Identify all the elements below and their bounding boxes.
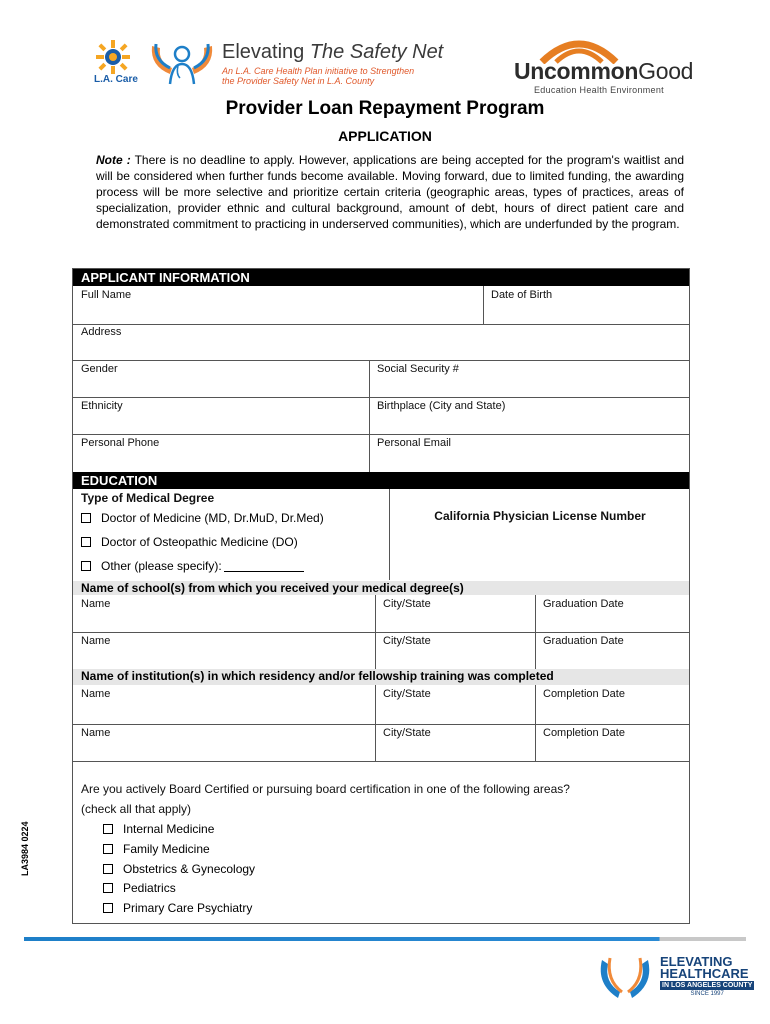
lacare-label: L.A. Care [94,74,138,85]
education-header: EDUCATION [73,472,689,489]
lacare-logo [92,38,138,90]
area-family-medicine-checkbox[interactable]: Family Medicine [103,842,210,856]
checkbox-icon [81,537,91,547]
footer-divider [24,937,746,941]
form-code: LA3984 0224 [20,821,30,876]
school-grad-date-field[interactable]: Graduation Date [543,598,624,610]
ssn-field[interactable]: Social Security # [377,363,459,375]
degree-type-label: Type of Medical Degree [81,491,215,505]
area-psychiatry-checkbox[interactable]: Primary Care Psychiatry [103,901,252,915]
residency-completion-field[interactable]: Completion Date [543,688,625,700]
application-form [72,268,690,924]
elevating-healthcare-wings-icon [596,956,654,1002]
area-obgyn-checkbox[interactable]: Obstetrics & Gynecology [103,862,255,876]
safety-net-subtitle: An L.A. Care Health Plan initiative to Strengthen the Provider Safety Net in L.A. County [222,66,415,86]
residency-city-field[interactable]: City/State [383,727,431,739]
residency-header: Name of institution(s) in which residency and/or fellowship training was completed [73,669,689,685]
note-label: Note : [96,153,131,167]
board-question: Are you actively Board Certified or pursuing board certification in one of the following areas? [81,782,570,796]
checkbox-icon [103,903,113,913]
degree-other-checkbox[interactable]: Other (please specify): [81,559,304,573]
full-name-field[interactable]: Full Name [81,289,132,301]
elevating-healthcare-logo: ELEVATING HEALTHCARE IN LOS ANGELES COUNTY SINCE 1997 [660,954,753,997]
gender-field[interactable]: Gender [81,363,118,375]
uncommon-good-tagline: Education Health Environment [534,85,664,95]
school-name-field[interactable]: Name [81,635,111,647]
school-grad-date-field[interactable]: Graduation Date [543,635,624,647]
school-city-field[interactable]: City/State [383,598,431,610]
note-paragraph [96,152,684,232]
checkbox-icon [81,513,91,523]
other-specify-input[interactable] [224,560,304,572]
applicant-info-header: APPLICANT INFORMATION [73,269,689,286]
phone-field[interactable]: Personal Phone [81,437,160,449]
safety-net-title: Elevating The Safety Net [222,41,444,63]
checkbox-icon [103,883,113,893]
safety-net-angel-icon [148,40,216,86]
ethnicity-field[interactable]: Ethnicity [81,400,123,412]
uncommon-good-logo: UncommonGood [514,58,694,84]
checkbox-icon [103,844,113,854]
email-field[interactable]: Personal Email [377,437,451,449]
degree-do-checkbox[interactable]: Doctor of Osteopathic Medicine (DO) [81,535,298,549]
school-name-field[interactable]: Name [81,598,111,610]
residency-city-field[interactable]: City/State [383,688,431,700]
checkbox-icon [103,824,113,834]
area-pediatrics-checkbox[interactable]: Pediatrics [103,881,176,895]
checkbox-icon [81,561,91,571]
school-city-field[interactable]: City/State [383,635,431,647]
birthplace-field[interactable]: Birthplace (City and State) [377,400,506,412]
residency-name-field[interactable]: Name [81,727,111,739]
note-text: There is no deadline to apply. However, applications are being accepted for the program's waitlist and will be considered when further funds become available. Moving forward, due to limited funding, the awarding process will be more selective and prioritize certain criteria (geographic areas, types of practices, areas of specialization, provider ethnic and cultural background, amount of debt, hours of direct patient care and demonstrated commitment to practicing in underserved communities), which are underfunded by the program. [96,153,684,231]
residency-completion-field[interactable]: Completion Date [543,727,625,739]
license-label: California Physician License Number [434,509,646,523]
checkbox-icon [103,864,113,874]
schools-header: Name of school(s) from which you received your medical degree(s) [73,581,689,595]
residency-name-field[interactable]: Name [81,688,111,700]
page-subtitle: APPLICATION [338,128,432,144]
degree-md-checkbox[interactable]: Doctor of Medicine (MD, Dr.MuD, Dr.Med) [81,511,324,525]
page-title: Provider Loan Repayment Program [225,98,545,119]
lacare-sun-icon [96,40,130,74]
area-internal-medicine-checkbox[interactable]: Internal Medicine [103,822,214,836]
board-hint: (check all that apply) [81,802,192,816]
dob-field[interactable]: Date of Birth [491,289,553,301]
address-field[interactable]: Address [81,326,122,338]
